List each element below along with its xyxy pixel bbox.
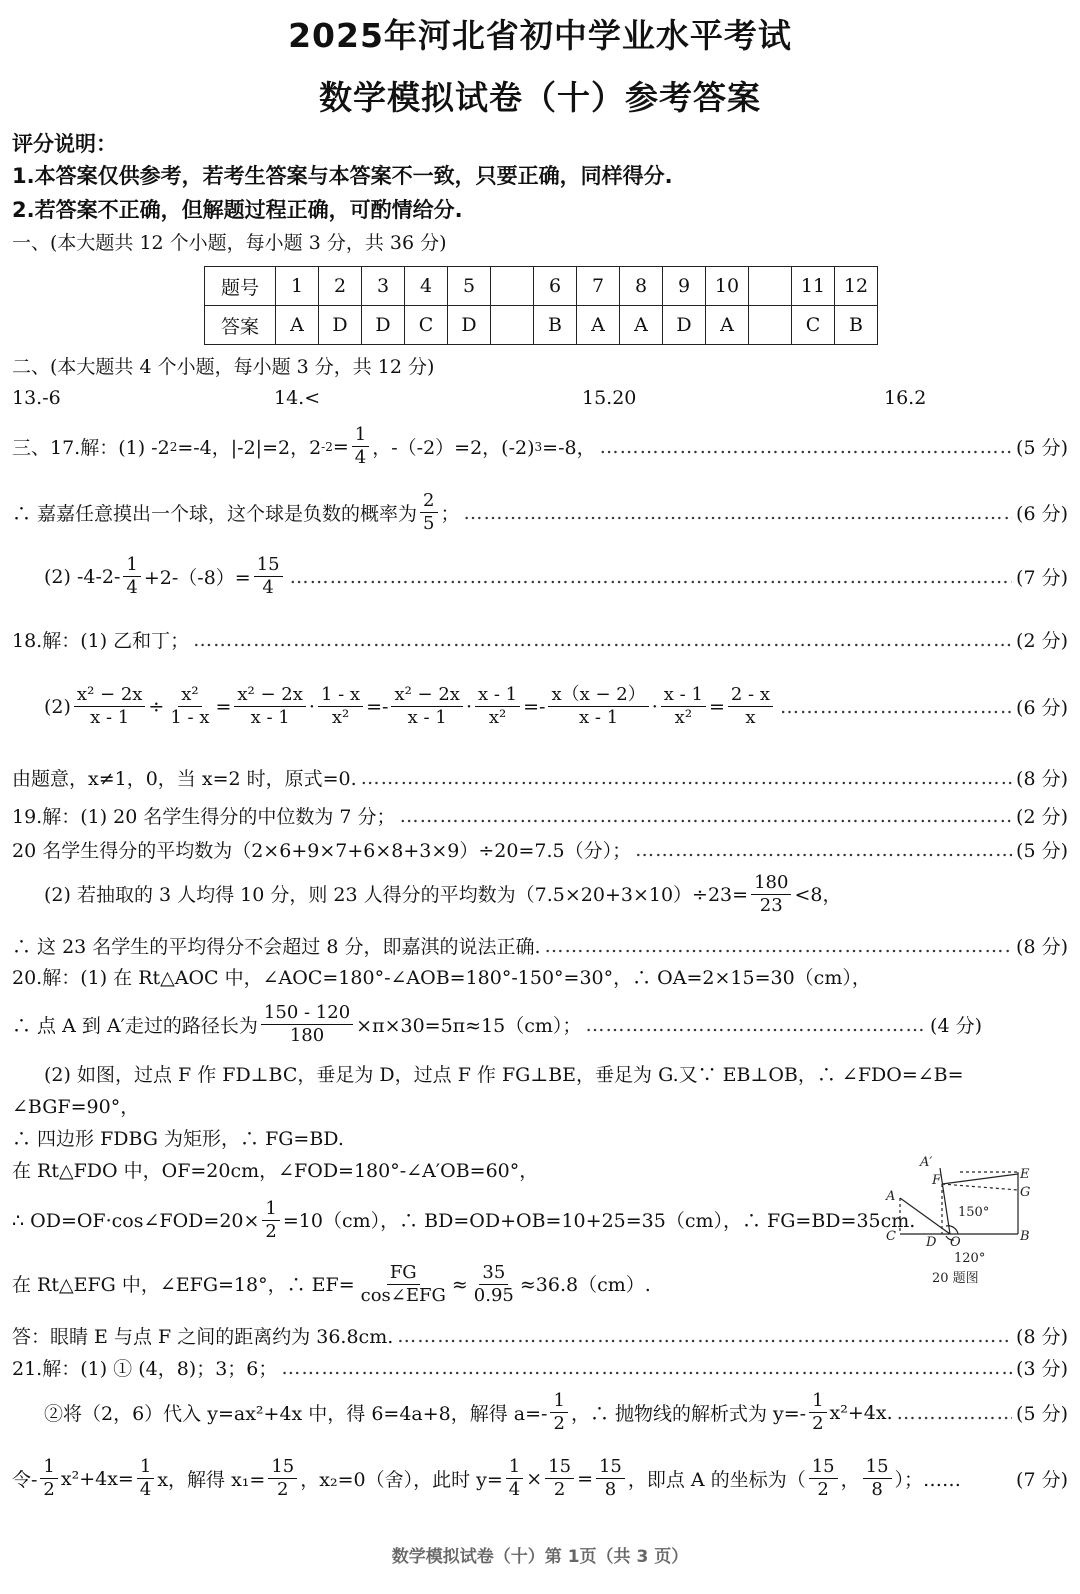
operator: =- (366, 695, 389, 718)
fraction: $\frac{35}{0.95}$ (473, 1262, 514, 1306)
fraction: $\frac{1}{2}$ (550, 1390, 567, 1435)
leader-dots (897, 1402, 1012, 1424)
q20-line-4: ∠BGF=90°， (12, 1096, 140, 1118)
leader-dots (400, 805, 1012, 827)
table-gap-cell (749, 267, 792, 306)
fraction: $\frac{15}{4}$ (254, 554, 283, 599)
q18-line-3 (12, 764, 1068, 791)
q17-line-3 (44, 554, 1068, 599)
text: x，解得 x₁= (157, 1469, 266, 1491)
table-cell: 2 (319, 267, 362, 306)
text: ∴ 点 A 到 A′走过的路径长为 (12, 1015, 258, 1037)
label-a-prime: A′ (920, 1155, 933, 1170)
q19-line-1 (12, 802, 1068, 829)
segment-f-g (942, 1184, 1018, 1190)
table-cell: A (276, 306, 319, 345)
text: 三、17.解：(1) -2 (12, 437, 170, 459)
label-a: A (886, 1189, 896, 1204)
leader-dots (545, 935, 1013, 957)
text: ，x₂=0（舍），此时 y= (300, 1469, 503, 1491)
text: (2) (44, 695, 71, 718)
q20-line-5: ∴ 四边形 FDBG 为矩形，∴ FG=BD. (12, 1128, 344, 1150)
table-row (205, 306, 878, 345)
operator: · (308, 695, 315, 718)
table-cell: D (663, 306, 706, 345)
leader-dots (635, 839, 1012, 861)
text: ②将（2，6）代入 y=ax²+4x 中，得 6=4a+8，解得 a=- (44, 1403, 548, 1425)
operator: ÷ (148, 695, 165, 718)
q19-line-3 (44, 872, 841, 917)
label-b: B (1020, 1229, 1030, 1244)
text: =-8， (542, 437, 596, 459)
page-footer: 数学模拟试卷（十）第 1页（共 3 页） (391, 1547, 689, 1567)
leader-dots (290, 566, 1012, 588)
fraction: $\frac{15}{8}$ (863, 1456, 892, 1501)
fraction: $\frac{1}{4}$ (352, 424, 369, 469)
fraction: $\frac{1}{4}$ (123, 554, 140, 599)
text: x²+4x= (60, 1467, 134, 1490)
score-label: (7 分) (1016, 567, 1068, 589)
scoring-rule-2: 2.若答案不正确，但解题过程正确，可酌情给分. (12, 198, 463, 222)
text: =-4，|-2|=2，2 (177, 437, 322, 459)
q19-line-2 (12, 836, 1068, 863)
operator: = (708, 695, 725, 718)
fraction: $\frac{15}{2}$ (809, 1456, 838, 1501)
leader-dots (585, 1014, 926, 1036)
q18-line-1 (12, 626, 1068, 653)
figure-caption: 20 题图 (932, 1271, 979, 1286)
fraction: $\frac{\text{x² − 2x}}{x - 1}$ (74, 684, 146, 729)
table-cell: B (534, 306, 577, 345)
q21-line-1 (12, 1354, 1068, 1381)
fraction: $\frac{FG}{\text{cos∠EFG}}$ (360, 1262, 446, 1306)
segment-f-e (942, 1174, 1018, 1184)
superscript: 2 (169, 439, 178, 454)
leader-dots (780, 696, 1012, 718)
operator: · (651, 695, 658, 718)
fraction: $\frac{\text{x²}}{1 - x}$ (170, 684, 210, 728)
table-cell: B (835, 306, 878, 345)
table-row (205, 267, 878, 306)
score-label: (8 分) (1016, 1326, 1068, 1348)
table-cell: A (577, 306, 620, 345)
q20-line-8 (12, 1262, 651, 1307)
label-f: F (932, 1173, 942, 1188)
text: ，即点 A 的坐标为（ (627, 1469, 806, 1491)
table-cell: 11 (792, 267, 835, 306)
table-gap-cell (749, 306, 792, 345)
text: (2) 若抽取的 3 人均得 10 分，则 23 人得分的平均数为（7.5×20+3×10）÷23= (44, 883, 749, 906)
q21-line-3 (12, 1456, 1068, 1501)
fraction: $\frac{x - 1}{\text{x²}}$ (661, 684, 706, 729)
text: ）；…… (894, 1469, 962, 1491)
section1-heading: 一、(本大题共 12 个小题，每小题 3 分，共 36 分) (12, 232, 447, 254)
score-label: (5 分) (1016, 1403, 1068, 1425)
text: ，∴ 抛物线的解析式为 y=- (570, 1403, 807, 1425)
fraction: $\frac{1}{2}$ (809, 1390, 826, 1435)
table-cell: 12 (835, 267, 878, 306)
fraction: $\frac{x(x - 2)}{x - 1}$ (548, 684, 648, 729)
label-angle-150: 150° (958, 1205, 990, 1220)
text: = (332, 435, 349, 458)
fraction: $\frac{x - 1}{\text{x²}}$ (475, 684, 520, 729)
text: +2-（-8）= (143, 567, 251, 589)
table-header-cell: 答案 (205, 306, 276, 345)
score-label: (8 分) (1016, 768, 1068, 790)
text: 由题意，x≠1，0，当 x=2 时，原式=0. (12, 768, 357, 790)
page-subtitle: 数学模拟试卷（十）参考答案 (319, 78, 761, 117)
table-cell: C (792, 306, 835, 345)
fraction: $\frac{15}{8}$ (596, 1456, 625, 1501)
table-gap-cell (491, 306, 534, 345)
operator: =- (523, 695, 546, 718)
superscript: -2 (321, 439, 333, 454)
fraction: $\frac{150 - 120}{180}$ (261, 1002, 353, 1047)
text: ∴ 这 23 名学生的平均得分不会超过 8 分，即嘉淇的说法正确. (12, 936, 541, 958)
fraction: $\frac{1}{4}$ (137, 1456, 154, 1501)
leader-dots (281, 1357, 1012, 1379)
answer-14: 14.< (274, 387, 321, 409)
table-cell: 9 (663, 267, 706, 306)
section2-heading: 二、(本大题共 4 个小题，每小题 3 分，共 12 分) (12, 356, 435, 378)
label-d: D (926, 1235, 937, 1250)
leader-dots (464, 502, 1013, 524)
text: 答：眼睛 E 与点 F 之间的距离约为 36.8cm. (12, 1326, 394, 1348)
scoring-rule-1: 1.本答案仅供参考，若考生答案与本答案不一致，只要正确，同样得分. (12, 164, 673, 188)
q18-line-2 (44, 684, 1068, 729)
answer-13: 13.-6 (12, 387, 61, 409)
score-label: (6 分) (1016, 503, 1068, 525)
table-cell: A (706, 306, 749, 345)
fraction: $\frac{1}{2}$ (262, 1198, 279, 1243)
table-cell: D (319, 306, 362, 345)
label-e: E (1020, 1167, 1030, 1182)
text: ，-（-2）=2，(-2) (372, 437, 535, 459)
q20-line-7 (12, 1198, 915, 1243)
leader-dots (361, 767, 1012, 789)
label-angle-120: 120° (954, 1251, 986, 1266)
fraction: $\frac{\text{x² − 2x}}{x - 1}$ (234, 684, 306, 729)
text: x²+4x. (829, 1401, 893, 1424)
segment-a1-o (940, 1168, 950, 1234)
text: ×π×30=5π≈15（cm）； (356, 1015, 582, 1037)
label-g: G (1020, 1185, 1031, 1200)
text: (2) -4-2- (44, 565, 121, 588)
label-c: C (886, 1229, 896, 1244)
text: ； (440, 503, 460, 525)
q20-figure (880, 1150, 1060, 1300)
text: ∴ 嘉嘉任意摸出一个球，这个球是负数的概率为 (12, 503, 418, 525)
table-cell: C (405, 306, 448, 345)
text: ∴ OD=OF·cos∠FOD=20× (12, 1209, 260, 1232)
label-o: O (950, 1235, 961, 1250)
q19-line-4 (12, 932, 1068, 959)
answer-15: 15.20 (582, 387, 637, 409)
text: 18.解：(1) 乙和丁； (12, 630, 190, 652)
fraction: $\frac{15}{2}$ (268, 1456, 297, 1501)
table-cell: 4 (405, 267, 448, 306)
q20-line-3: (2) 如图，过点 F 作 FD⊥BC，垂足为 D，过点 F 作 FG⊥BE，垂足为 G.又∵ EB⊥OB，∴ ∠FDO=∠B= (44, 1064, 964, 1086)
text: 21.解：(1) ① (4，8)；3；6； (12, 1358, 278, 1380)
table-cell: 10 (706, 267, 749, 306)
text: ， (840, 1469, 860, 1491)
leader-dots (600, 436, 1012, 458)
score-label: (5 分) (1016, 840, 1068, 862)
q21-line-2 (44, 1390, 1068, 1435)
fraction: $\frac{1 - x}{\text{x²}}$ (318, 684, 363, 729)
fraction: $\frac{\text{x² − 2x}}{x - 1}$ (391, 684, 463, 729)
fraction: $\frac{2 - x}{x}$ (728, 684, 773, 729)
table-cell: D (362, 306, 405, 345)
score-label: (8 分) (1016, 936, 1068, 958)
q20-line-2 (12, 1002, 982, 1047)
score-label: (5 分) (1016, 437, 1068, 459)
text: ≈ (451, 1273, 468, 1296)
score-label: (2 分) (1016, 630, 1068, 652)
q17-line-1 (12, 424, 1068, 469)
answer-16: 16.2 (884, 387, 927, 409)
q20-line-1: 20.解：(1) 在 Rt△AOC 中，∠AOC=180°-∠AOB=180°-150°=30°，∴ OA=2×15=30（cm）， (12, 967, 871, 989)
superscript: 3 (534, 439, 543, 454)
table-cell: 8 (620, 267, 663, 306)
score-label: (2 分) (1016, 806, 1068, 828)
fraction: $\frac{180}{23}$ (751, 872, 791, 917)
text: 19.解：(1) 20 名学生得分的中位数为 7 分； (12, 806, 396, 828)
table-cell: D (448, 306, 491, 345)
q20-line-9 (12, 1322, 1068, 1349)
operator: = (215, 695, 232, 718)
table-cell: 3 (362, 267, 405, 306)
text: 令- (12, 1469, 38, 1491)
leader-dots (193, 629, 1012, 651)
scoring-heading: 评分说明： (12, 132, 117, 156)
page-title: 2025年河北省初中学业水平考试 (288, 16, 792, 55)
q20-line-6: 在 Rt△FDO 中，OF=20cm，∠FOD=180°-∠A′OB=60°， (12, 1160, 539, 1182)
fraction: $\frac{1}{2}$ (40, 1456, 57, 1501)
table-gap-cell (491, 267, 534, 306)
leader-dots (397, 1325, 1012, 1347)
fraction: $\frac{1}{4}$ (506, 1456, 523, 1501)
text: 在 Rt△EFG 中，∠EFG=18°，∴ EF= (12, 1273, 355, 1296)
fraction: $\frac{2}{5}$ (420, 490, 437, 535)
text: <8， (794, 883, 842, 906)
q17-line-2 (12, 490, 1068, 535)
operator: · (465, 695, 472, 718)
text: ≈36.8（cm）. (519, 1273, 651, 1296)
text: × (526, 1467, 543, 1490)
score-label: (4 分) (930, 1015, 982, 1037)
table-cell: 5 (448, 267, 491, 306)
answer-table (204, 266, 878, 345)
table-cell: 6 (534, 267, 577, 306)
table-cell: A (620, 306, 663, 345)
score-label: (7 分) (1016, 1469, 1068, 1491)
table-cell: 7 (577, 267, 620, 306)
score-label: (6 分) (1016, 697, 1068, 719)
text: 20 名学生得分的平均数为（2×6+9×7+6×8+3×9）÷20=7.5（分）； (12, 840, 632, 862)
table-header-cell: 题号 (205, 267, 276, 306)
score-label: (3 分) (1016, 1358, 1068, 1380)
table-cell: 1 (276, 267, 319, 306)
text: = (577, 1467, 593, 1490)
text: =10（cm），∴ BD=OD+OB=10+25=35（cm），∴ FG=BD=35cm. (282, 1209, 916, 1232)
fraction: $\frac{15}{2}$ (545, 1456, 574, 1501)
